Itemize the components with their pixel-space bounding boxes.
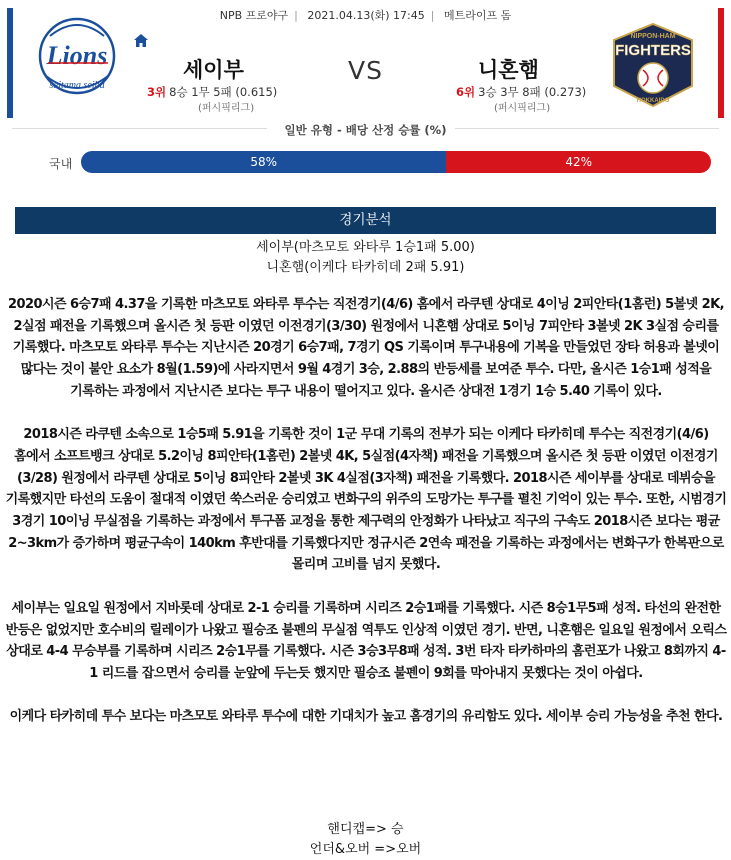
home-team-league: (퍼시픽리그)	[198, 103, 255, 114]
lions-logo	[28, 16, 126, 102]
home-pitcher: 세이부(마츠모토 와타루 1승1패 5.00)	[256, 240, 475, 255]
match-datetime: 2021.04.13(화) 17:45	[307, 9, 425, 22]
handicap-pick: 핸디캡=> 승	[327, 822, 404, 837]
league-name: NPB 프로야구	[219, 9, 289, 22]
home-team-name: 세이부	[183, 58, 244, 82]
win-probability-bar	[81, 151, 711, 173]
svg-text:NIPPON-HAM: NIPPON-HAM	[630, 33, 676, 40]
svg-text:Lions: Lions	[46, 41, 108, 70]
vs-label: VS	[348, 56, 383, 85]
fighters-logo	[608, 22, 698, 108]
starting-pitchers	[0, 238, 731, 278]
away-pitcher: 니혼햄(이케다 타카히데 2패 5.91)	[266, 260, 465, 275]
away-team-league: (퍼시픽리그)	[494, 103, 551, 114]
home-icon	[134, 34, 148, 47]
away-team-name: 니혼햄	[478, 58, 539, 82]
analysis-header: 경기분석	[15, 207, 716, 234]
home-team-rank: 3위	[147, 85, 167, 99]
svg-text:FIGHTERS: FIGHTERS	[615, 42, 691, 59]
domestic-label: 국내	[49, 157, 73, 171]
stadium-name: 메트라이프 돔	[443, 9, 512, 22]
home-win-pct: 58%	[81, 151, 446, 173]
analysis-paragraph: 2018시즌 라쿠텐 소속으로 1승5패 5.91을 기록한 것이 1군 무대 기록의 전부가 되는 이케다 타카히데 투수는 직전경기(4/6) 홈에서 소프트뱅크 상대로 5.2이닝 8피안타(1홈런) 2볼넷 4K, 5실점(4자책) 패전을 기록했으며 올시즌 첫 등판 이였던 이전경기(3/28) 원정에서 라쿠텐 상대로 5이닝 8피안타 2볼넷 3K 4실점(3자책) 패전을 기록했다. 2018시즌 세이부를 상대로 데뷔승을 기록했지만 타선의 도움이 절대적 이였던 쑥스러운 승리였고 변화구의 위주의 도망가는 투구를 펼친 기억이 있는 투수. 또한, 시범경기 3경기 10이닝 무실점을 기록하는 과정에서 투구폼 교정을 통한 제구력의 안정화가 나타났고 직구의 구속도 2018시즌 보다는 평균 2~3km가 증가하며 평균구속이 140km 후반대를 기록했다지만 정규시즌 2연속 패전을 기록하는 과정에서는 변화구가 한복판으로 몰리며 고비를 넘지 못했다.	[5, 427, 727, 573]
betting-picks	[0, 820, 731, 860]
analysis-paragraph: 2020시즌 6승7패 4.37을 기록한 마츠모토 와타루 투수는 직전경기(4/6) 홈에서 라쿠텐 상대로 4이닝 2피안타(1홈런) 5볼넷 2K, 2실점 패전을 기록했으며 올시즌 첫 등판 이였던 이전경기(3/30) 원정에서 니혼햄 상대로 5이닝 7피안타 3볼넷 2K 3실점 승리를 기록했다. 마츠모토 와타루 투수는 지난시즌 20경기 6승7패, 7경기 QS 기록이며 투구내용에 기복을 만들었던 장타 허용과 볼넷이 많다는 것이 불안 요소가 8월(1.59)에 사라지면서 9월 4경기 3승, 2.88의 반등세를 보여준 투수. 다만, 올시즌 1승1패 성적을 기록하는 과정에서 지난시즌 보다는 투구 내용이 떨어지고 있다. 올시즌 상대전 1경기 1승 5.40 기록이 있다.	[8, 297, 724, 399]
away-team-rank: 6위	[456, 85, 476, 99]
analysis-paragraph: 이케다 타카히데 투수 보다는 마츠모토 와타루 투수에 대한 기대치가 높고 홈경기의 유리함도 있다. 세이부 승리 가능성을 추천 한다.	[9, 709, 723, 725]
away-team-record: 6위 3승 3무 8패 (0.273)	[456, 85, 587, 99]
home-accent-bar	[7, 8, 13, 118]
analysis-paragraph: 세이부는 일요일 원정에서 지바롯데 상대로 2-1 승리를 기록하며 시리즈 2승1패를 기록했다. 시즌 8승1무5패 성적. 타선의 완전한 반등은 없었지만 호수비의 릴레이가 나왔고 필승조 불펜의 무실점 역투도 인상적 이였던 경기. 반면, 니혼햄은 일요일 원정에서 오릭스 상대로 4-4 무승부를 기록하며 시리즈 2승1무를 기록했다. 시즌 3승3무8패 성적. 3번 타자 타카하마의 홈런포가 나왔고 8회까지 4-1 리드를 잡으면서 승리를 눈앞에 두는듯 했지만 필승조 불펜이 9회를 막아내지 못했다는 것이 아쉽다.	[5, 600, 727, 681]
away-accent-bar	[718, 8, 724, 118]
svg-text:saitama seibu: saitama seibu	[49, 80, 105, 91]
home-team-record: 3위 8승 1무 5패 (0.615)	[147, 85, 278, 99]
away-win-pct: 42%	[446, 151, 711, 173]
analysis-body	[5, 294, 727, 750]
under-over-pick: 언더&오버 =>오버	[309, 842, 422, 857]
svg-text:HOKKAIDO: HOKKAIDO	[636, 98, 670, 104]
odds-title: 일반 유형 - 배당 산정 승률 (%)	[284, 123, 447, 137]
match-meta: NPB 프로야구 | 2021.04.13(화) 17:45 | 메트라이프 돔	[219, 9, 512, 22]
